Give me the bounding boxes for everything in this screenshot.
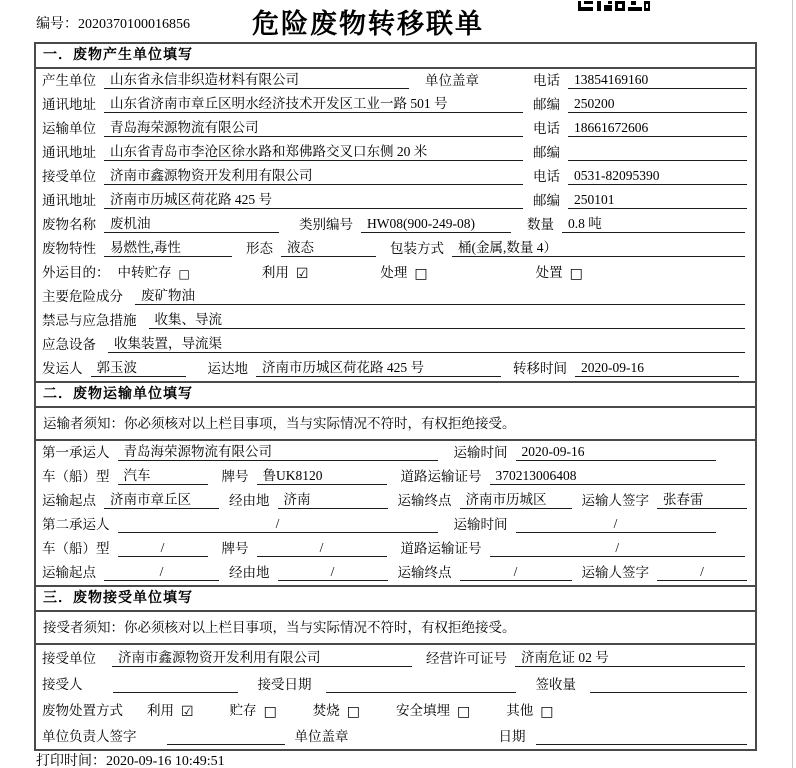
- disposal-label: 废物处置方式: [42, 703, 123, 718]
- producer-phone-group: [533, 69, 749, 89]
- print-time-value: 2020-09-16 10:49:51: [106, 754, 225, 768]
- phone2-group: [533, 117, 749, 137]
- row-waste-character: [36, 237, 755, 261]
- time1-label: 运输时间: [453, 445, 508, 460]
- purpose-option-storage: 中转贮存: [117, 265, 172, 280]
- purpose-option-treat: 处理: [380, 265, 408, 280]
- permit-value: 济南危证 02 号: [515, 646, 745, 667]
- row-emergency-equipment: [36, 333, 755, 357]
- zip1-label: 邮编: [533, 97, 560, 112]
- addr3-label: 通讯地址: [42, 193, 96, 208]
- hazard-label: 主要危险成分: [42, 289, 123, 304]
- checkbox-dispose: □: [569, 266, 583, 282]
- transporter-value: 青岛海荣源物流有限公司: [104, 116, 523, 137]
- permit-label: 经营许可证号: [426, 651, 507, 666]
- disposal-option-burn: 焚烧: [312, 703, 340, 718]
- section-producer: [36, 44, 755, 381]
- package-label: 包装方式: [390, 241, 444, 256]
- addr2-label: 通讯地址: [42, 145, 96, 160]
- checkbox-use: ☑: [295, 266, 309, 282]
- section1-heading: 一．废物产生单位填写: [36, 44, 755, 69]
- category-label: 类别编号: [299, 217, 353, 232]
- dest-label: 运达地: [207, 361, 248, 376]
- dest-value: 济南市历城区荷花路 425 号: [256, 356, 501, 377]
- receive-date-label: 接受日期: [257, 677, 312, 692]
- row-hazard-component: [36, 285, 755, 309]
- time2-value: /: [516, 516, 716, 533]
- page-edge-line: [792, 0, 793, 768]
- end2-value: /: [460, 564, 572, 581]
- amount-value: [590, 692, 747, 693]
- zip3-value: 250101: [568, 192, 747, 209]
- origin2-label: 运输起点: [42, 565, 96, 580]
- addr2-value: 山东省青岛市李沧区徐水路和郑佛路交叉口东侧 20 米: [104, 140, 523, 161]
- row-receiver-address: [36, 189, 755, 213]
- carrier2-label: 第二承运人: [42, 517, 110, 532]
- transfer-time-value: 2020-09-16: [575, 360, 739, 377]
- form-label: 形态: [246, 241, 273, 256]
- row-carrier1: [36, 441, 755, 465]
- row-chief-signature: [36, 723, 755, 749]
- purpose-label: 外运目的：: [42, 265, 110, 280]
- phone3-label: 电话: [533, 169, 560, 184]
- sign1-label: 运输人签字: [581, 493, 649, 508]
- zip3-label: 邮编: [533, 193, 560, 208]
- date2-label: 日期: [498, 729, 526, 744]
- serial-value: 2020370100016856: [78, 17, 190, 32]
- hazard-value: 废矿物油: [135, 284, 745, 305]
- vehicle2-value: /: [118, 540, 208, 557]
- phone1-label: 电话: [533, 73, 560, 88]
- plate1-label: 牌号: [221, 469, 249, 484]
- zip2-label: 邮编: [533, 145, 560, 160]
- checkbox-treat: □: [414, 266, 428, 282]
- license1-label: 道路运输证号: [400, 469, 482, 484]
- phone2-label: 电话: [533, 121, 560, 136]
- via2-label: 经由地: [229, 565, 270, 580]
- taboo-value: 收集、导流: [149, 308, 746, 329]
- zip1-value: 250200: [568, 96, 747, 113]
- origin2-value: /: [104, 564, 219, 581]
- disposal-option-other: 其他: [506, 703, 534, 718]
- zip2-group: [533, 141, 749, 161]
- row-transfer-purpose: [36, 261, 755, 285]
- section-receiver: [36, 585, 755, 749]
- amount-label: 签收量: [535, 677, 576, 692]
- row-vehicle2: [36, 537, 755, 561]
- license1-value: 370213006408: [490, 468, 746, 485]
- phone1-value: 13854169160: [568, 72, 747, 89]
- transporter-label: 运输单位: [42, 121, 96, 136]
- checkbox-disposal-burn: □: [346, 704, 361, 720]
- origin1-value: 济南市章丘区: [104, 488, 219, 509]
- vehicle2-label: 车（船）型: [42, 541, 110, 556]
- checkbox-disposal-landfill: □: [457, 704, 471, 720]
- zip1-group: [533, 93, 749, 113]
- via2-value: /: [278, 564, 388, 581]
- equip-label: 应急设备: [42, 337, 96, 352]
- waste-name-label: 废物名称: [42, 217, 96, 232]
- row-route1: [36, 489, 755, 513]
- receiver-notice: 接受者须知：你必须核对以上栏目事项，当与实际情况不符时，有权拒绝接受。: [36, 612, 755, 645]
- time2-label: 运输时间: [453, 517, 508, 532]
- phone2-value: 18661672606: [568, 120, 747, 137]
- section-transporter: [36, 381, 755, 585]
- checkbox-disposal-other: □: [540, 704, 554, 720]
- origin1-label: 运输起点: [42, 493, 96, 508]
- checkbox-disposal-store: □: [263, 704, 277, 720]
- receive-date-value: [326, 692, 516, 693]
- row-transporter-address: [36, 141, 755, 165]
- disposal-option-landfill: 安全填埋: [396, 703, 451, 718]
- disposal-option-store: 贮存: [229, 703, 257, 718]
- print-time: [36, 750, 225, 768]
- receiver-label: 接受单位: [42, 169, 96, 184]
- carrier1-value: 青岛海荣源物流有限公司: [118, 440, 438, 461]
- purpose-option-use: 利用: [261, 265, 289, 280]
- vehicle1-value: 汽车: [118, 464, 208, 485]
- character-value: 易燃性,毒性: [104, 236, 232, 257]
- checkbox-disposal-use: ☑: [181, 704, 194, 720]
- row-taboo-measures: [36, 309, 755, 333]
- row-receive-unit: [36, 645, 755, 671]
- manifest-form-table: [34, 42, 757, 751]
- chief-value: [167, 744, 285, 745]
- row-disposal-method: [36, 697, 755, 723]
- via1-value: 济南: [278, 488, 388, 509]
- phone3-group: [533, 165, 749, 185]
- sign2-value: /: [657, 564, 747, 581]
- qty-label: 数量: [527, 217, 554, 232]
- date2-value: [536, 744, 748, 745]
- row-carrier2: [36, 513, 755, 537]
- producer-label: 产生单位: [42, 73, 96, 88]
- qty-value: 0.8 吨: [562, 212, 745, 233]
- end1-label: 运输终点: [397, 493, 452, 508]
- chief-label: 单位负责人签字: [42, 729, 137, 744]
- section3-heading: 三．废物接受单位填写: [36, 587, 755, 612]
- license2-label: 道路运输证号: [400, 541, 482, 556]
- zip2-value: [568, 160, 747, 161]
- addr1-label: 通讯地址: [42, 97, 96, 112]
- receiver-value: 济南市鑫源物资开发利用有限公司: [104, 164, 523, 185]
- carrier1-label: 第一承运人: [42, 445, 110, 460]
- category-value: HW08(900-249-08): [361, 216, 511, 233]
- recipient-label: 接受人: [42, 677, 83, 692]
- producer-value: 山东省永信非织造材料有限公司: [104, 68, 409, 89]
- taboo-label: 禁忌与应急措施: [42, 313, 137, 328]
- unit-seal-label: 单位盖章: [425, 73, 479, 88]
- receive-unit-value: 济南市鑫源物资开发利用有限公司: [112, 646, 412, 667]
- phone3-value: 0531-82095390: [568, 168, 747, 185]
- sign2-label: 运输人签字: [581, 565, 649, 580]
- row-producer: [36, 69, 755, 93]
- purpose-option-dispose: 处置: [535, 265, 563, 280]
- plate2-label: 牌号: [221, 541, 249, 556]
- row-producer-address: [36, 93, 755, 117]
- sign1-value: 张春雷: [657, 488, 747, 509]
- vehicle1-label: 车（船）型: [42, 469, 110, 484]
- package-value: 桶(金属,数量 4）: [452, 236, 745, 257]
- checkbox-storage: □: [178, 267, 190, 281]
- addr1-value: 山东省济南市章丘区明水经济技术开发区工业一路 501 号: [104, 92, 523, 113]
- section2-heading: 二．废物运输单位填写: [36, 383, 755, 408]
- row-waste-name: [36, 213, 755, 237]
- plate2-value: /: [257, 540, 387, 557]
- row-shipper: [36, 357, 755, 381]
- row-vehicle1: [36, 465, 755, 489]
- document-header: [0, 0, 796, 42]
- waste-name-value: 废机油: [104, 212, 279, 233]
- equip-value: 收集装置，导流渠: [108, 332, 745, 353]
- character-label: 废物特性: [42, 241, 96, 256]
- end1-value: 济南市历城区: [460, 488, 572, 509]
- time1-value: 2020-09-16: [516, 444, 716, 461]
- zip3-group: [533, 189, 749, 209]
- print-time-label: 打印时间：: [36, 754, 106, 768]
- unit-seal2-label: 单位盖章: [294, 729, 349, 744]
- row-transporter: [36, 117, 755, 141]
- row-recipient: [36, 671, 755, 697]
- row-route2: [36, 561, 755, 585]
- shipper-label: 发运人: [42, 361, 83, 376]
- transfer-time-label: 转移时间: [513, 361, 567, 376]
- carrier2-value: /: [118, 516, 438, 533]
- via1-label: 经由地: [229, 493, 270, 508]
- qr-code-icon: [578, 0, 650, 16]
- page-title: 危险废物转移联单: [252, 9, 484, 39]
- form-value: 液态: [281, 236, 376, 257]
- receive-unit-label: 接受单位: [42, 651, 96, 666]
- serial-label: 编号：: [36, 17, 78, 32]
- end2-label: 运输终点: [397, 565, 452, 580]
- row-receiver: [36, 165, 755, 189]
- shipper-value: 郭玉波: [91, 356, 186, 377]
- license2-value: /: [490, 540, 746, 557]
- plate1-value: 鲁UK8120: [257, 464, 387, 485]
- transporter-notice: 运输者须知：你必须核对以上栏目事项，当与实际情况不符时，有权拒绝接受。: [36, 408, 755, 441]
- addr3-value: 济南市历城区荷花路 425 号: [104, 188, 523, 209]
- recipient-value: [113, 692, 238, 693]
- disposal-option-use: 利用: [147, 703, 174, 718]
